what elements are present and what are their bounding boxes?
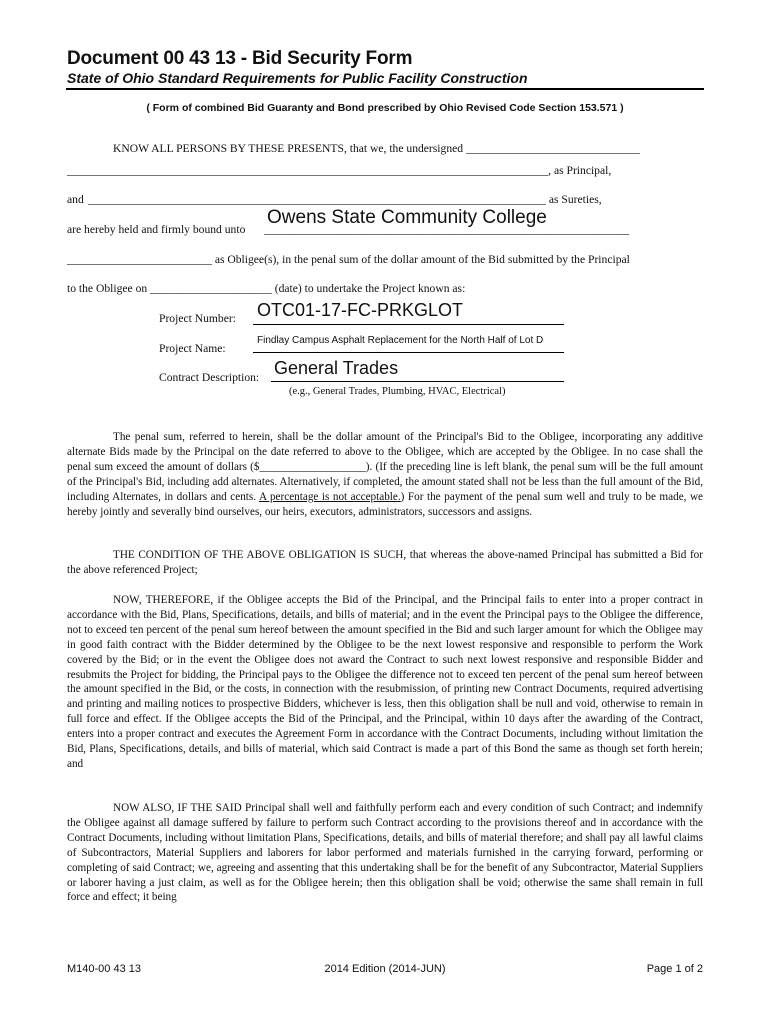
footer-doc-code: M140-00 43 13 — [67, 963, 141, 975]
footer-edition: 2014 Edition (2014-JUN) — [324, 963, 446, 975]
project-name-label: Project Name: — [159, 342, 226, 355]
now-therefore-text: NOW, THEREFORE, if the Obligee accepts the Bid of the Principal, and the Principal fails to enter into a proper contract in accordance with the Bid, Plans, Specifications, details, and bills of material; and in the event the Principal pays to the Obligee the difference, not to exceed ten percent of the penal sum hereof between the amount specified in the Bid and such larger amount for which the Obligee may in good faith contract with the Bidder determined by the Obligee to be the next lowest responsive and responsible to perform the Work covered by the Bid; or in the event the Obligee does not award the Contract to such next lowest responsive and responsible Bidder and resubmits the Project for bidding, the Principal pays to the Obligee the difference not to exceed ten percent of the penal sum hereof between the amount specified in the Bid, or the costs, in connection with the resubmission, of printing new Contract Documents, required advertising and printing and mailing notices to prospective Bidders, whichever is less, then this obligation shall be null and void, otherwise to remain in full force and effect. If the Obligee accepts the Bid of the Principal, and the Principal, within 10 days after the awarding of the Contract, enters into a proper contract and executes the Agreement Form in accordance with the Contract Documents, including without limitation the Bid, Plans, Specifications, details, and bills of material, which said Contract is made a part of this Bond the same as though set forth herein; and — [67, 594, 703, 770]
obligee-field[interactable]: Owens State Community College — [267, 207, 547, 228]
penal-sum-text-2: ) For the payment of the penal sum well and truly to be made, we hereby jointly and severally bind ourselves, our heirs, executors, administrators, successors and assigns. — [67, 490, 704, 518]
footer-page-number: Page 1 of 2 — [646, 963, 703, 975]
now-also-text: NOW ALSO, IF THE SAID Principal shall well and faithfully perform each and every condition of such Contract; and indemnify the Obligee against all damage suffered by failure to perform such Contract according to the provisions thereof and in accordance with the Contract Documents, including without limitation Plans, Specifications, details, and bills of material therefore; and shall pay all lawful claims of Subcontractors, Material Suppliers and laborers for labor performed and materials furnished in the carrying forward, performing or completing of said Contract; we, agreeing and assenting that this undertaking shall be for the benefit of any Subcontractor, Material Suppliers or laborer having a just claim, as well as for the Obligee herein; then this obligation shall be void; otherwise the same shall remain in full force and effect; it being — [67, 802, 703, 904]
contract-description-label: Contract Description: — [159, 371, 260, 384]
contract-description-hint: (e.g., General Trades, Plumbing, HVAC, Electrical) — [289, 386, 506, 397]
penal-sum-paragraph — [67, 430, 703, 519]
held-bound-label: are hereby held and firmly bound unto — [67, 223, 246, 236]
project-number-underline — [253, 324, 564, 325]
now-therefore-paragraph — [67, 593, 703, 772]
statute-note: ( Form of combined Bid Guaranty and Bond prescribed by Ohio Revised Code Section 153.571 ) — [146, 102, 624, 114]
document-title: Document 00 43 13 - Bid Security Form — [67, 48, 413, 69]
condition-paragraph — [67, 548, 703, 578]
penal-sum-text-1: The penal sum, referred to herein, shall be the dollar amount of the Principal's Bid to the Obligee, incorporating any additive alternate Bids made by the Principal on the date referred to above to the Obligee, which are accepted by the Obligee. In no case shall the penal sum exceed the amount of dollars ($___________________). (If the preceding line is left blank, the penal sum will be the full amount of the Principal's Bid, including add alternates. Alternatively, if completed, the amount stated shall not be less than the full amount of the Bid, including Alternates, in dollars and cents. — [67, 431, 703, 503]
title-divider — [66, 88, 704, 90]
principal-line[interactable]: ___________________________________________________________________________________, as Principal, — [67, 164, 612, 177]
know-all-line: KNOW ALL PERSONS BY THESE PRESENTS, that we, the undersigned ______________________________ — [113, 142, 640, 155]
percentage-not-acceptable: A percentage is not acceptable. — [258, 490, 401, 503]
obligee-underline: _______________________________________________________________ — [264, 223, 630, 236]
project-number-label: Project Number: — [159, 312, 236, 325]
document-subtitle: State of Ohio Standard Requirements for Public Facility Construction — [67, 70, 528, 86]
contract-description-underline — [271, 381, 564, 382]
condition-text: THE CONDITION OF THE ABOVE OBLIGATION IS SUCH, that whereas the above-named Principal has submitted a Bid for the above referenced Project; — [67, 549, 703, 576]
date-line[interactable]: to the Obligee on _____________________ (date) to undertake the Project known as: — [67, 282, 466, 295]
now-also-paragraph — [67, 801, 703, 905]
obligee-sum-line: _________________________ as Obligee(s), in the penal sum of the dollar amount of the Bid submitted by the Principal — [67, 253, 630, 266]
sureties-prefix: and — [67, 193, 84, 206]
project-number-field[interactable]: OTC01-17-FC-PRKGLOT — [257, 300, 464, 320]
project-name-field[interactable]: Findlay Campus Asphalt Replacement for the North Half of Lot D — [257, 335, 544, 346]
contract-description-field[interactable]: General Trades — [274, 358, 399, 378]
sureties-line[interactable]: _______________________________________________________________________________ as Sureties, — [88, 193, 602, 206]
project-name-underline — [253, 352, 564, 353]
